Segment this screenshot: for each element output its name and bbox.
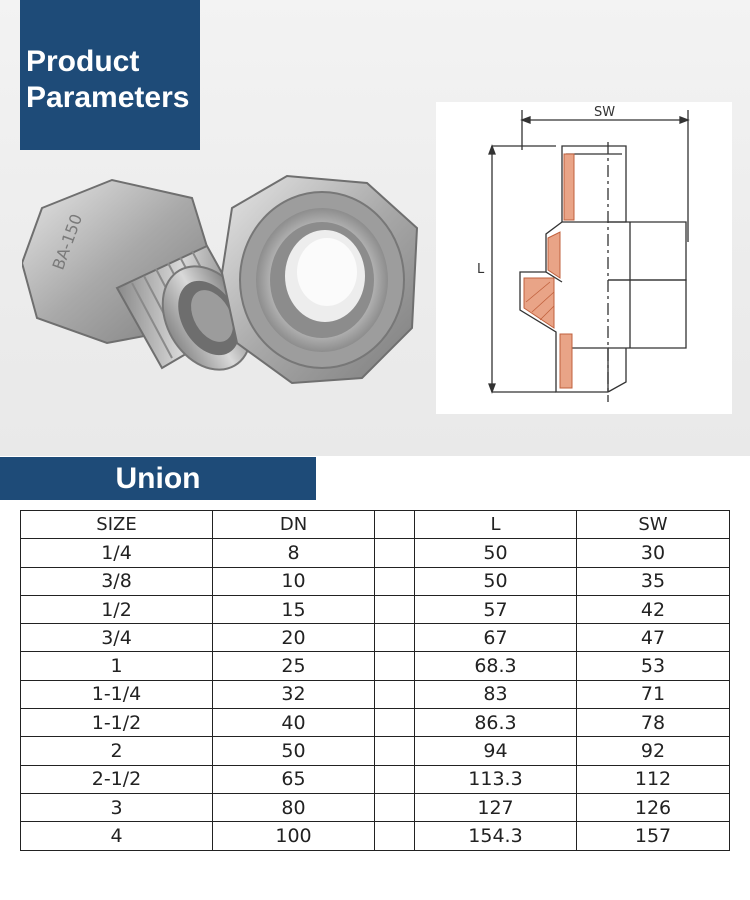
cell-spacer (375, 737, 415, 765)
cell-size: 2 (21, 737, 213, 765)
table-row (21, 709, 730, 737)
table-row (21, 567, 730, 595)
cell-dn: 10 (213, 567, 375, 595)
cell-l: 113.3 (415, 765, 577, 793)
cell-l: 154.3 (415, 822, 577, 850)
cell-dn: 25 (213, 652, 375, 680)
cell-size: 1/2 (21, 595, 213, 623)
table-row (21, 652, 730, 680)
header-dn: DN (213, 511, 375, 539)
cell-spacer (375, 595, 415, 623)
cell-sw: 157 (577, 822, 730, 850)
cell-sw: 53 (577, 652, 730, 680)
cell-dn: 65 (213, 765, 375, 793)
cell-size: 1/4 (21, 539, 213, 567)
cell-sw: 92 (577, 737, 730, 765)
cell-sw: 30 (577, 539, 730, 567)
cell-size: 3/8 (21, 567, 213, 595)
cell-size: 3/4 (21, 624, 213, 652)
cell-dn: 50 (213, 737, 375, 765)
cell-spacer (375, 624, 415, 652)
cell-spacer (375, 567, 415, 595)
cell-sw: 35 (577, 567, 730, 595)
svg-text:BA-150: BA-150 (48, 211, 87, 273)
banner-title-line2: Parameters (26, 81, 190, 114)
cell-spacer (375, 652, 415, 680)
cell-l: 50 (415, 567, 577, 595)
cell-dn: 32 (213, 680, 375, 708)
table-row (21, 822, 730, 850)
union-spec-table (20, 510, 730, 851)
table-row (21, 765, 730, 793)
cell-sw: 47 (577, 624, 730, 652)
table-row (21, 737, 730, 765)
cell-sw: 78 (577, 709, 730, 737)
cell-sw: 112 (577, 765, 730, 793)
cell-l: 86.3 (415, 709, 577, 737)
product-parameters-banner (20, 0, 200, 150)
cell-dn: 80 (213, 793, 375, 821)
sw-dimension-label: SW (594, 105, 616, 120)
cell-l: 57 (415, 595, 577, 623)
cell-sw: 126 (577, 793, 730, 821)
cell-dn: 100 (213, 822, 375, 850)
table-header-row (21, 511, 730, 539)
table-row (21, 539, 730, 567)
cell-dn: 8 (213, 539, 375, 567)
header-sw: SW (577, 511, 730, 539)
cell-dn: 15 (213, 595, 375, 623)
table-row (21, 680, 730, 708)
cell-l: 67 (415, 624, 577, 652)
cell-dn: 40 (213, 709, 375, 737)
cell-l: 50 (415, 539, 577, 567)
cell-l: 68.3 (415, 652, 577, 680)
cell-size: 3 (21, 793, 213, 821)
section-title: Union (115, 462, 201, 495)
cell-l: 127 (415, 793, 577, 821)
cell-spacer (375, 680, 415, 708)
cell-sw: 42 (577, 595, 730, 623)
l-dimension-label: L (477, 262, 485, 277)
section-banner-union (0, 457, 316, 500)
cell-dn: 20 (213, 624, 375, 652)
cell-spacer (375, 709, 415, 737)
header-spacer (375, 511, 415, 539)
cell-size: 1-1/2 (21, 709, 213, 737)
header-l: L (415, 511, 577, 539)
cell-size: 1 (21, 652, 213, 680)
cell-spacer (375, 539, 415, 567)
union-fitting-photo (22, 168, 422, 428)
table-row (21, 624, 730, 652)
cell-l: 83 (415, 680, 577, 708)
cell-size: 1-1/4 (21, 680, 213, 708)
union-technical-drawing (436, 102, 732, 414)
table-row (21, 793, 730, 821)
cell-spacer (375, 822, 415, 850)
cell-sw: 71 (577, 680, 730, 708)
cell-spacer (375, 765, 415, 793)
cell-size: 4 (21, 822, 213, 850)
header-size: SIZE (21, 511, 213, 539)
cell-spacer (375, 793, 415, 821)
banner-title-line1: Product (26, 45, 140, 78)
cell-size: 2-1/2 (21, 765, 213, 793)
cell-l: 94 (415, 737, 577, 765)
table-row (21, 595, 730, 623)
